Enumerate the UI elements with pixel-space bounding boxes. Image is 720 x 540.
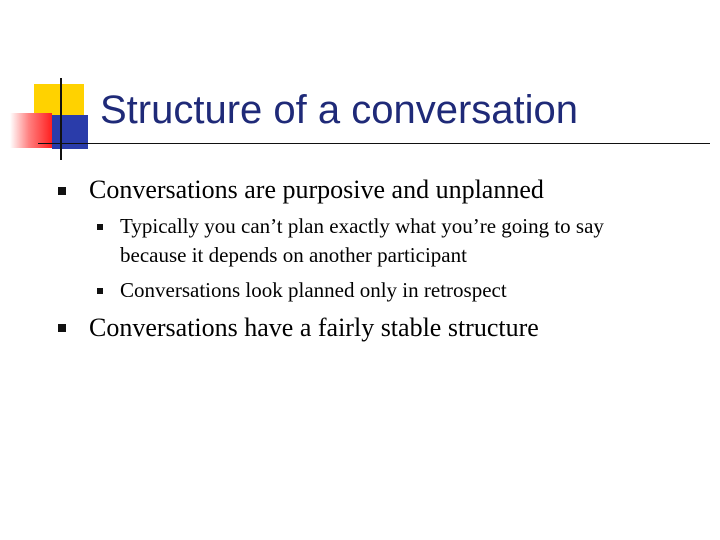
slide-title: Structure of a conversation — [100, 88, 579, 132]
square-bullet-icon — [58, 187, 66, 195]
square-bullet-icon — [58, 324, 66, 332]
bullet-text: Conversations are purposive and unplanned — [89, 175, 544, 204]
sub-bullet-text: Typically you can’t plan exactly what you’re going to say because it depends on another participant — [120, 214, 604, 267]
square-bullet-icon — [97, 288, 103, 294]
bullet-text: Conversations have a fairly stable structure — [89, 313, 539, 342]
square-bullet-icon — [97, 224, 103, 230]
sub-bullet-text: Conversations look planned only in retrospect — [120, 278, 507, 302]
